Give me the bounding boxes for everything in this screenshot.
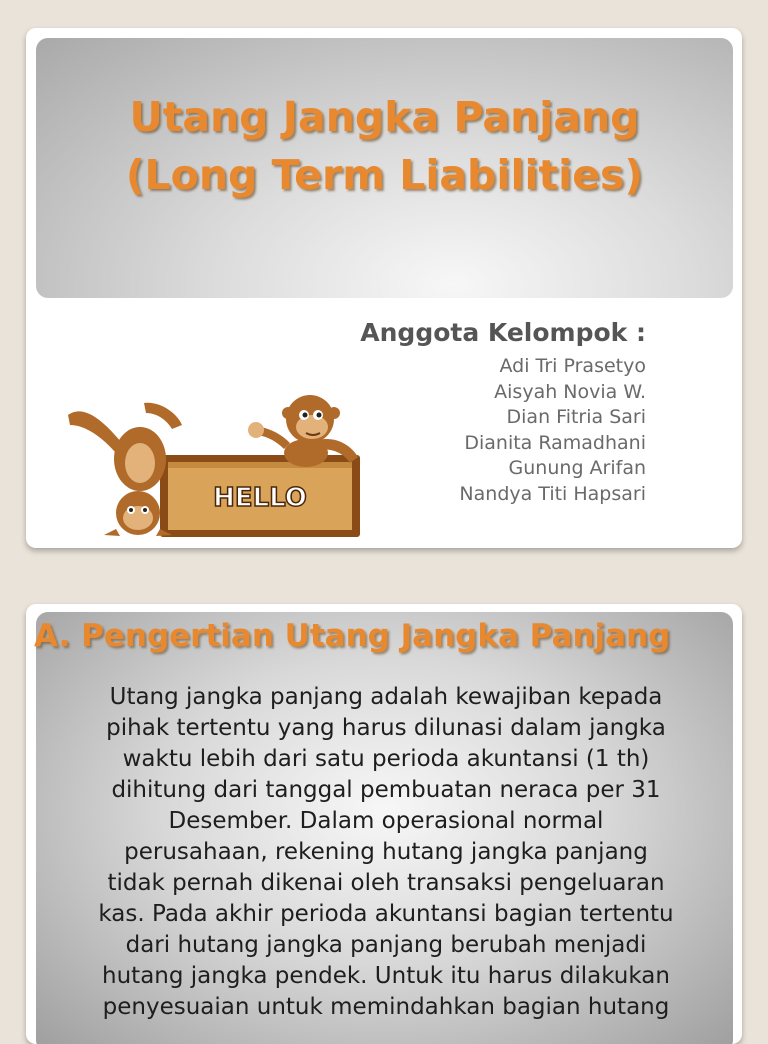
title-panel [36, 38, 733, 298]
body-line: hutang jangka pendek. Untuk itu harus dilakukan [102, 963, 670, 989]
members-heading: Anggota Kelompok : [360, 318, 646, 347]
body-line: perusahaan, rekening hutang jangka panjang [124, 839, 648, 865]
members-list [459, 354, 646, 508]
member-name: Adi Tri Prasetyo [499, 355, 646, 377]
title-slide [26, 28, 742, 548]
member-name: Dianita Ramadhani [464, 431, 646, 454]
body-line: tidak pernah dikenai oleh transaksi pengeluaran [107, 870, 665, 896]
body-line: kas. Pada akhir perioda akuntansi bagian tertentu [98, 901, 674, 927]
body-line: pihak tertentu yang harus dilunasi dalam jangka [106, 715, 666, 741]
body-line: penyesuaian untuk memindahkan bagian hutang [102, 994, 670, 1020]
section-title: A. Pengertian Utang Jangka Panjang [34, 618, 671, 654]
body-line: Desember. Dalam operasional normal [168, 808, 604, 834]
member-name: Gunung Arifan [508, 457, 646, 480]
content-slide [26, 604, 742, 1044]
hello-monkeys-illustration [60, 373, 370, 538]
title-line-2: (Long Term Liabilities) [125, 151, 644, 199]
body-line: Utang jangka panjang adalah kewajiban kepada [109, 684, 663, 710]
member-name: Dian Fitria Sari [506, 406, 646, 429]
sign-text: HELLO [213, 483, 307, 513]
body-line: dari hutang jangka panjang berubah menjadi [125, 932, 647, 958]
body-line: waktu lebih dari satu perioda akuntansi (1 th) [122, 746, 650, 772]
member-name: Aisyah Novia W. [494, 380, 646, 403]
body-paragraph [66, 682, 706, 1023]
title-line-1: Utang Jangka Panjang [129, 93, 640, 141]
member-name: Nandya Titi Hapsari [459, 482, 646, 505]
slide-title [36, 88, 733, 204]
body-line: dihitung dari tanggal pembuatan neraca per 31 [111, 777, 661, 803]
